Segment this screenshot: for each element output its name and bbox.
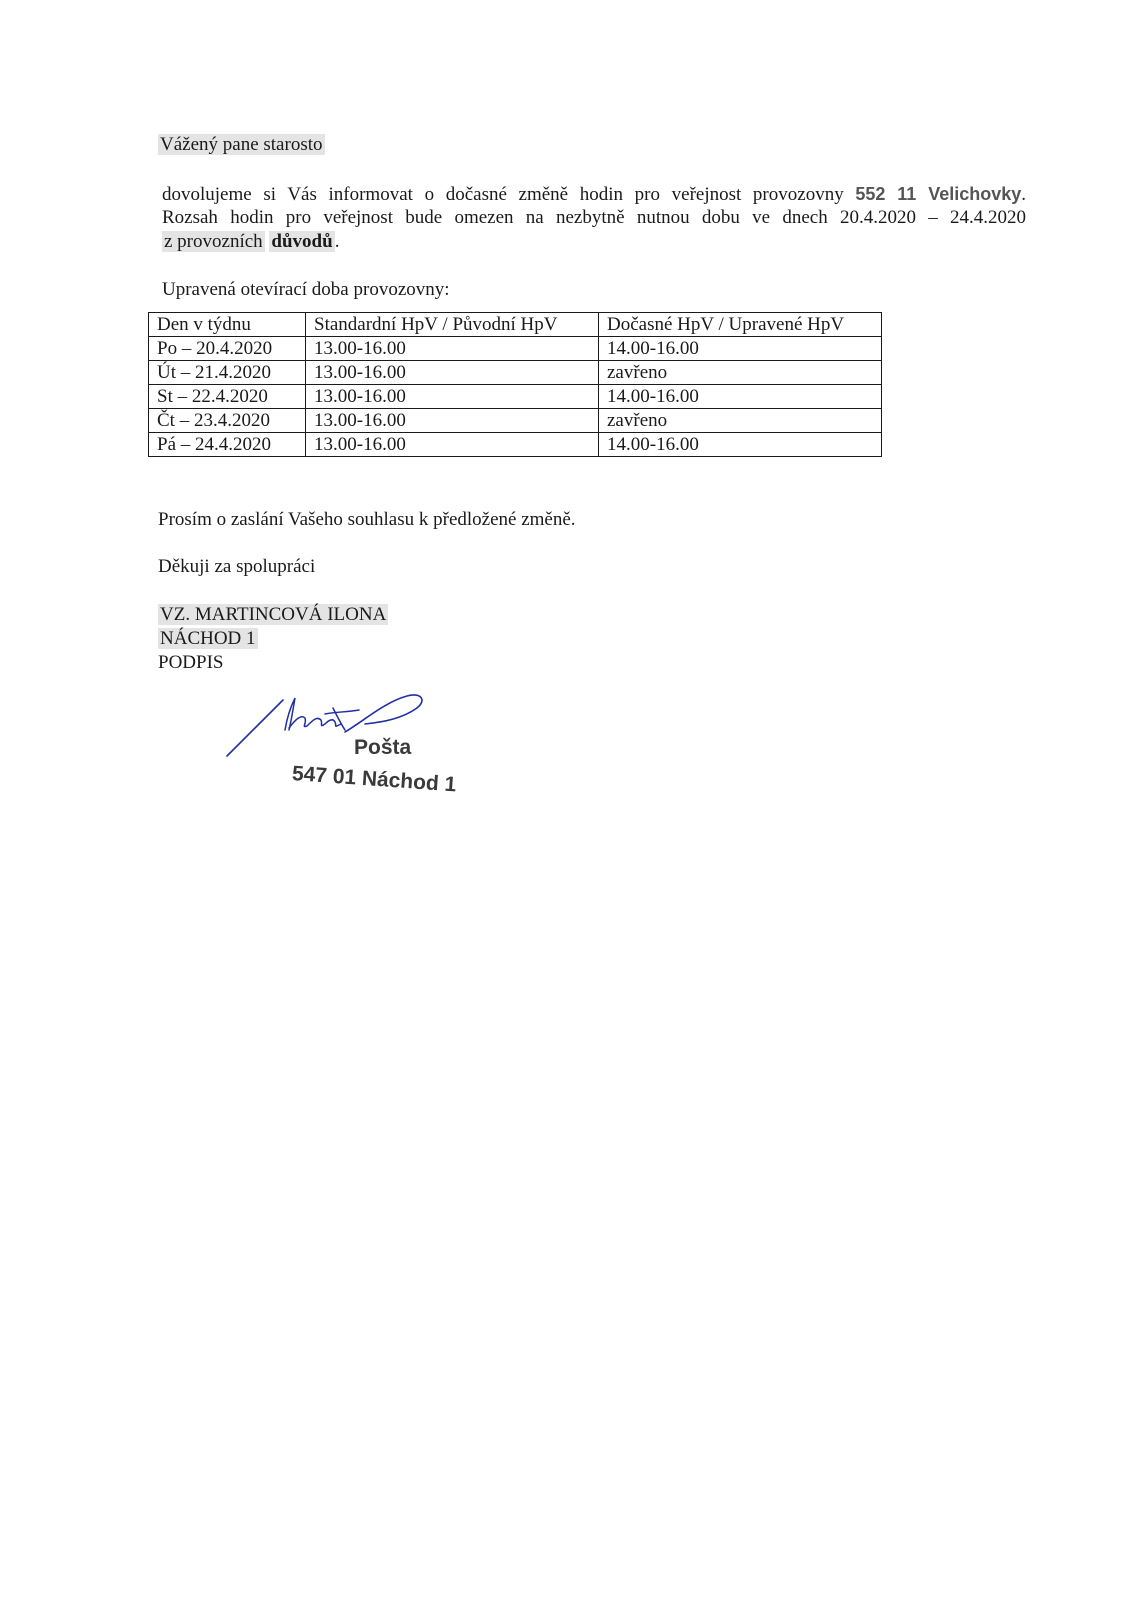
header-day: Den v týdnu <box>149 313 306 337</box>
cell-standard-hours: 13.00-16.00 <box>306 337 599 361</box>
reason-text: důvodů <box>271 231 333 252</box>
table-row <box>149 433 882 457</box>
cell-day: Po – 20.4.2020 <box>149 337 306 361</box>
cell-temporary-hours: zavřeno <box>599 361 882 385</box>
cell-standard-hours: 13.00-16.00 <box>306 361 599 385</box>
cell-standard-hours: 13.00-16.00 <box>306 409 599 433</box>
paragraph-line-3 <box>162 230 339 254</box>
signer-office-text: NÁCHOD 1 <box>160 628 256 649</box>
cell-standard-hours: 13.00-16.00 <box>306 385 599 409</box>
salutation <box>158 133 325 157</box>
table-row <box>149 385 882 409</box>
paragraph-line-1-text: dovolujeme si Vás informovat o dočasné změně hodin pro veřejnost provozovny <box>162 184 844 205</box>
paragraph-line-2-text: Rozsah hodin pro veřejnost bude omezen na nezbytně nutnou dobu ve dnech 20.4.2020 – 24.4.2020 <box>162 207 1026 228</box>
signer-name <box>158 603 388 627</box>
table-row <box>149 361 882 385</box>
cell-day: Čt – 23.4.2020 <box>149 409 306 433</box>
table-header-row <box>149 313 882 337</box>
approval-request: Prosím o zaslání Vašeho souhlasu k předložené změně. <box>158 509 576 530</box>
cell-temporary-hours: zavřeno <box>599 409 882 433</box>
table-row <box>149 409 882 433</box>
signer-name-text: VZ. MARTINCOVÁ ILONA <box>160 604 387 625</box>
header-standard-hours: Standardní HpV / Původní HpV <box>306 313 599 337</box>
paragraph-line-1-suffix: . <box>1021 184 1026 205</box>
cell-temporary-hours: 14.00-16.00 <box>599 433 882 457</box>
cell-day: Út – 21.4.2020 <box>149 361 306 385</box>
paragraph-line-1 <box>162 182 1026 207</box>
post-stamp-line-2: 547 01 Náchod 1 <box>291 762 458 797</box>
opening-hours-table <box>148 312 882 457</box>
cell-day: Pá – 24.4.2020 <box>149 433 306 457</box>
office-name: 552 11 Velichovky <box>855 184 1022 204</box>
salutation-text: Vážený pane starosto <box>160 134 323 155</box>
table-row <box>149 337 882 361</box>
cell-temporary-hours: 14.00-16.00 <box>599 385 882 409</box>
paragraph-line-2 <box>162 206 1026 230</box>
closing-thanks: Děkuji za spolupráci <box>158 556 316 577</box>
paragraph-line-3-suffix: . <box>334 231 340 252</box>
table-intro: Upravená otevírací doba provozovny: <box>162 279 450 300</box>
signature-label: PODPIS <box>158 652 224 673</box>
post-stamp-line-1: Pošta <box>354 736 412 759</box>
signer-office <box>158 627 258 651</box>
cell-day: St – 22.4.2020 <box>149 385 306 409</box>
cell-standard-hours: 13.00-16.00 <box>306 433 599 457</box>
cell-temporary-hours: 14.00-16.00 <box>599 337 882 361</box>
paragraph-line-3-text: z provozních <box>164 231 263 252</box>
header-temporary-hours: Dočasné HpV / Upravené HpV <box>599 313 882 337</box>
